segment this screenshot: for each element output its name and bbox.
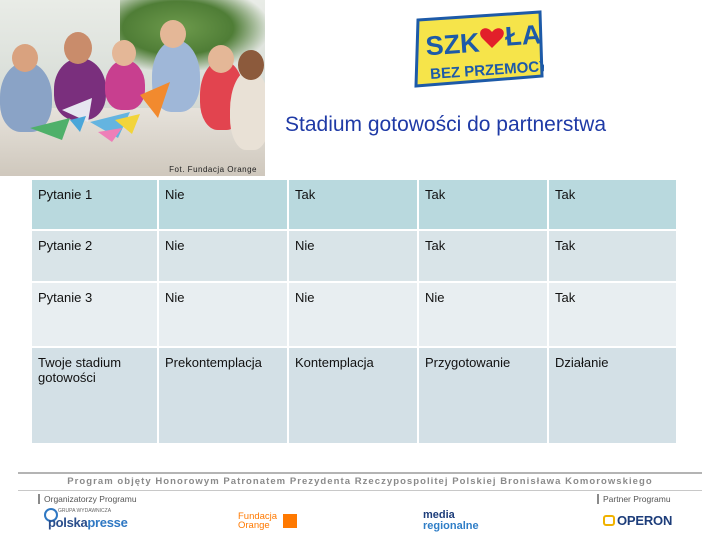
table-row — [32, 348, 676, 443]
header-photo — [0, 0, 265, 176]
table-cell: Nie — [289, 231, 417, 281]
logo-text-2: BEZ PRZEMOCY — [429, 57, 544, 84]
table-cell: Tak — [289, 180, 417, 229]
table-cell: Nie — [289, 283, 417, 346]
partner-label: Partner Programu — [597, 494, 671, 504]
szkola-bez-przemocy-logo — [414, 10, 544, 88]
logo-text-1b: ŁA — [504, 19, 543, 52]
table-cell: Pytanie 3 — [32, 283, 157, 346]
operon-icon — [603, 515, 615, 526]
table-cell: Nie — [159, 231, 287, 281]
table-cell: Przygotowanie — [419, 348, 547, 443]
orange-square-icon — [283, 514, 297, 528]
patronage-text: Program objęty Honorowym Patronatem Prezydenta Rzeczypospolitej Polskiej Bronisława Komorowskiego — [67, 476, 653, 487]
table-cell: Pytanie 2 — [32, 231, 157, 281]
table-cell: Tak — [549, 180, 676, 229]
footer-divider — [18, 490, 702, 491]
media-regionalne-logo: media regionalne — [423, 509, 479, 532]
table-cell: Tak — [549, 283, 676, 346]
footer-divider — [18, 472, 702, 474]
table-row — [32, 180, 676, 229]
table-row — [32, 231, 676, 281]
table-cell: Tak — [549, 231, 676, 281]
fundacja-orange-logo: Fundacja Orange — [238, 511, 278, 531]
operon-logo: OPERON — [603, 513, 672, 528]
table-cell: Tak — [419, 231, 547, 281]
table-cell: Tak — [419, 180, 547, 229]
table-cell: Nie — [159, 180, 287, 229]
logo-text-1: SZK — [424, 27, 481, 62]
photo-credit: Fot. Fundacja Orange — [169, 165, 257, 174]
table-cell: Działanie — [549, 348, 676, 443]
table-cell: Nie — [419, 283, 547, 346]
table-cell: Pytanie 1 — [32, 180, 157, 229]
page-title: Stadium gotowości do partnerstwa — [285, 113, 606, 136]
table-cell: Kontemplacja — [289, 348, 417, 443]
table-cell: Prekontemplacja — [159, 348, 287, 443]
origami-papers — [0, 0, 265, 176]
organizers-label: Organizatorzy Programu — [38, 494, 137, 504]
readiness-table — [30, 178, 678, 445]
table-row — [32, 283, 676, 346]
table-cell: Twoje stadium gotowości — [32, 348, 157, 443]
table-cell: Nie — [159, 283, 287, 346]
